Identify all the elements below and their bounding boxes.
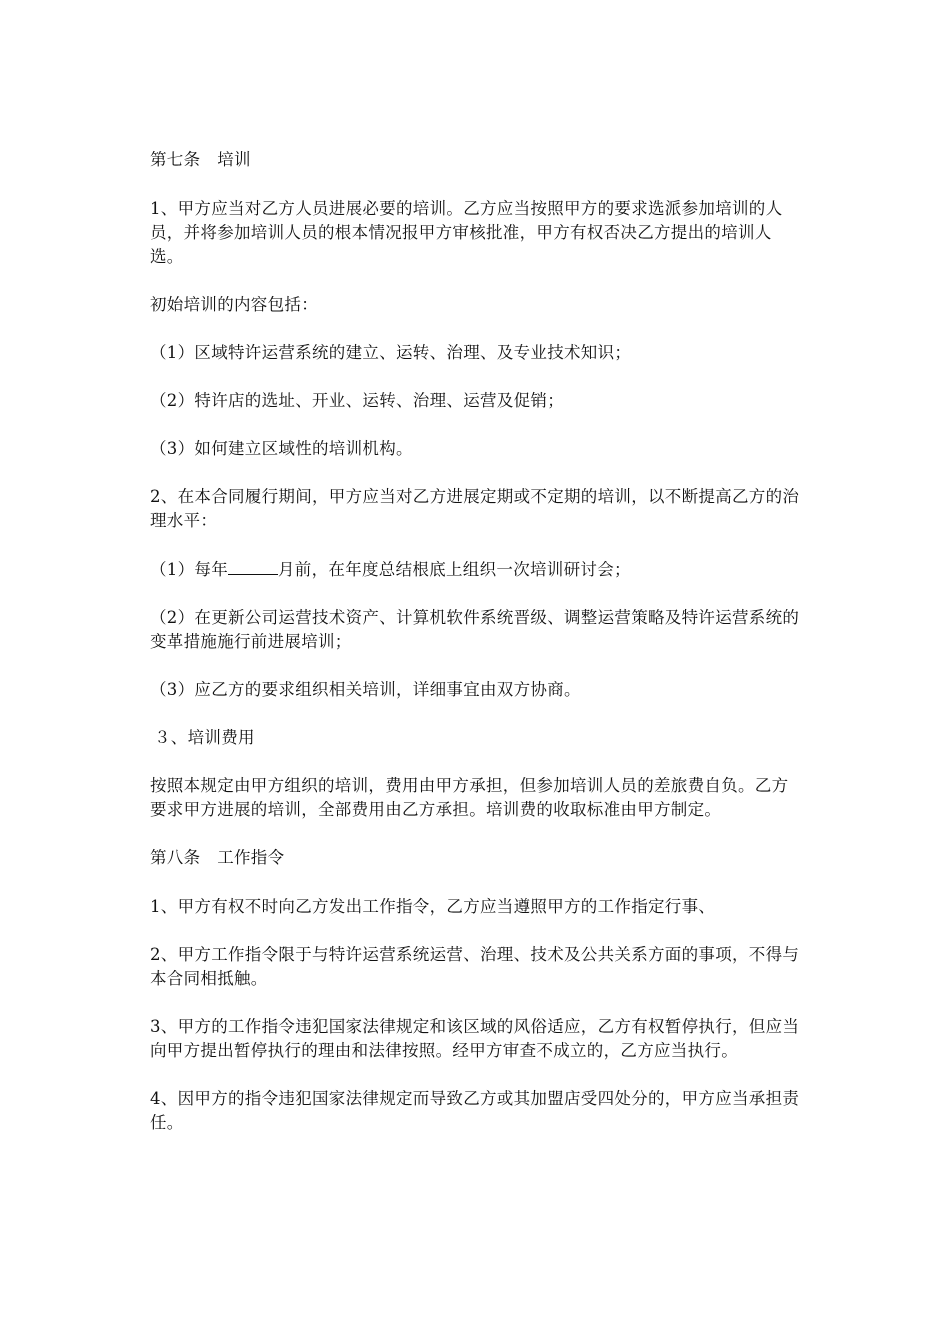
article-8-paragraph-2: 2、甲方工作指令限于与特许运营系统运营、治理、技术及公共关系方面的事项，不得与本合同相抵触。 — [150, 945, 800, 988]
subitem-1-before-blank: （1）每年 — [150, 560, 228, 579]
article-7-paragraph-2: 2、在本合同履行期间，甲方应当对乙方进展定期或不定期的培训，以不断提高乙方的治理水平： — [150, 487, 800, 530]
article-7-paragraph-1: 1、甲方应当对乙方人员进展必要的培训。乙方应当按照甲方的要求选派参加培训的人员，并将参加培训人员的根本情况报甲方审核批准，甲方有权否决乙方提出的培训人选。 — [150, 199, 783, 266]
article-7-subitem-3: （3）应乙方的要求组织相关培训，详细事宜由双方协商。 — [150, 680, 581, 699]
article-7-subitem-2: （2）在更新公司运营技术资产、计算机软件系统晋级、调整运营策略及特许运营系统的变革措施施行前进展培训； — [150, 608, 800, 651]
article-8-paragraph-1: 1、甲方有权不时向乙方发出工作指令，乙方应当遵照甲方的工作指定行事、 — [150, 897, 716, 916]
article-8-title: 第八条 工作指令 — [150, 848, 285, 867]
fee-title-text: ３、培训费用 — [154, 728, 255, 747]
article-7-item-3: （3）如何建立区域性的培训机构。 — [150, 439, 413, 458]
article-8-paragraph-4: 4、因甲方的指令违犯国家法律规定而导致乙方或其加盟店受四处分的，甲方应当承担责任。 — [150, 1089, 800, 1132]
article-7-item-2: （2）特许店的选址、开业、运转、治理、运营及促销； — [150, 391, 564, 410]
article-7-fee-title — [150, 726, 800, 750]
article-7-fee-text: 按照本规定由甲方组织的培训，费用由甲方承担，但参加培训人员的差旅费自负。乙方要求甲方进展的培训，全部费用由乙方承担。培训费的收取标准由甲方制定。 — [150, 776, 789, 819]
article-7-item-1: （1）区域特许运营系统的建立、运转、治理、及专业技术知识； — [150, 343, 632, 362]
fill-in-blank — [228, 557, 278, 575]
subitem-1-after-blank: 月前，在年度总结根底上组织一次培训研讨会； — [278, 560, 631, 579]
article-7-subitem-1 — [150, 557, 800, 582]
article-8-paragraph-3: 3、甲方的工作指令违犯国家法律规定和该区域的风俗适应，乙方有权暂停执行，但应当向甲方提出暂停执行的理由和法律按照。经甲方审查不成立的，乙方应当执行。 — [150, 1017, 800, 1060]
article-7-title: 第七条 培训 — [150, 150, 251, 169]
article-7-intro: 初始培训的内容包括： — [150, 295, 318, 314]
document-body — [150, 148, 800, 1159]
